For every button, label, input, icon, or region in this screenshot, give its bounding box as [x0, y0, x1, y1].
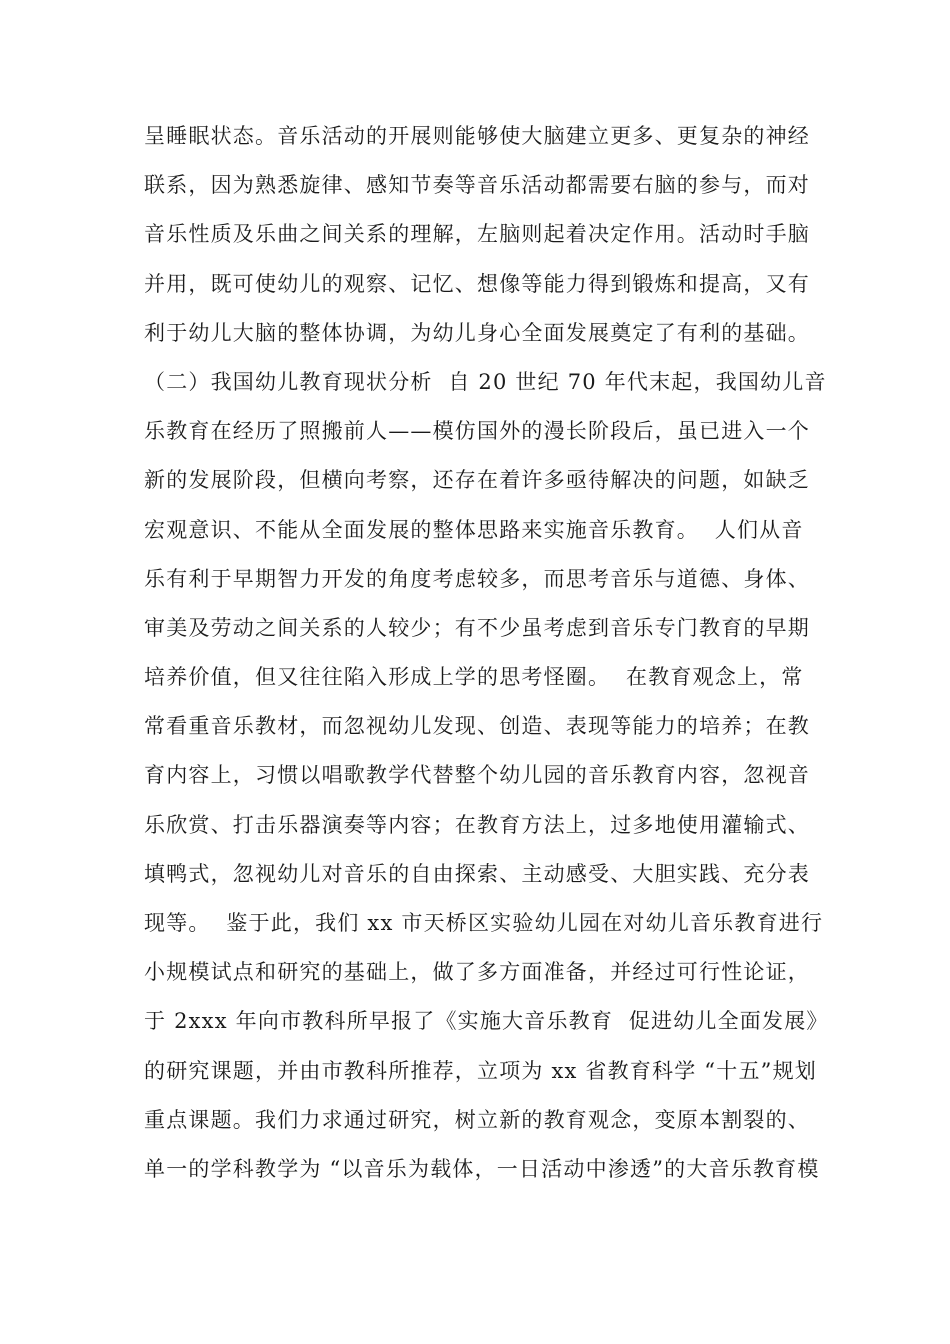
text-line: 培养价值，但又往往陷入形成上学的思考怪圈。 在教育观念上，常	[144, 665, 804, 690]
text-line: 利于幼儿大脑的整体协调，为幼儿身心全面发展奠定了有利的基础。	[144, 320, 810, 345]
text-line: 的研究课题，并由市教科所推荐，立项为 xx 省教育科学 “十五”规划	[144, 1058, 817, 1083]
text-line: 审美及劳动之间关系的人较少；有不少虽考虑到音乐专门教育的早期	[144, 615, 810, 640]
text-line: 于 2xxx 年向市教科所早报了《实施大音乐教育 促进幼儿全面发展》	[144, 1009, 829, 1034]
text-line: 呈睡眠状态。音乐活动的开展则能够使大脑建立更多、更复杂的神经	[144, 124, 810, 148]
text-line: 联系，因为熟悉旋律、感知节奏等音乐活动都需要右脑的参与，而对	[144, 173, 810, 198]
text-line: 新的发展阶段，但横向考察，还存在着许多亟待解决的问题，如缺乏	[144, 468, 810, 493]
text-line: 填鸭式，忽视幼儿对音乐的自由探索、主动感受、大胆实践、充分表	[144, 861, 810, 886]
text-line: 并用，既可使幼儿的观察、记忆、想像等能力得到锻炼和提高，又有	[144, 271, 810, 296]
body-text	[144, 112, 829, 1194]
text-line: 重点课题。我们力求通过研究，树立新的教育观念，变原本割裂的、	[144, 1107, 810, 1132]
text-line: 乐教育在经历了照搬前人——模仿国外的漫长阶段后，虽已进入一个	[144, 419, 810, 444]
text-line: 单一的学科教学为 “以音乐为载体，一日活动中渗透”的大音乐教育模	[144, 1156, 820, 1181]
text-line: 宏观意识、不能从全面发展的整体思路来实施音乐教育。 人们从音	[144, 517, 804, 542]
text-line: 常看重音乐教材，而忽视幼儿发现、创造、表现等能力的培养；在教	[144, 714, 810, 739]
text-line: 音乐性质及乐曲之间关系的理解，左脑则起着决定作用。活动时手脑	[144, 222, 810, 247]
text-line: （二）我国幼儿教育现状分析 自 20 世纪 70 年代末起，我国幼儿音	[144, 369, 827, 394]
text-line: 育内容上，习惯以唱歌教学代替整个幼儿园的音乐教育内容，忽视音	[144, 763, 810, 788]
text-line: 乐有利于早期智力开发的角度考虑较多，而思考音乐与道德、身体、	[144, 566, 810, 591]
text-line: 现等。 鉴于此，我们 xx 市天桥区实验幼儿园在对幼儿音乐教育进行	[144, 911, 824, 935]
text-line: 小规模试点和研究的基础上，做了多方面准备，并经过可行性论证，	[144, 960, 810, 985]
text-line: 乐欣赏、打击乐器演奏等内容；在教育方法上，过多地使用灌输式、	[144, 812, 810, 837]
